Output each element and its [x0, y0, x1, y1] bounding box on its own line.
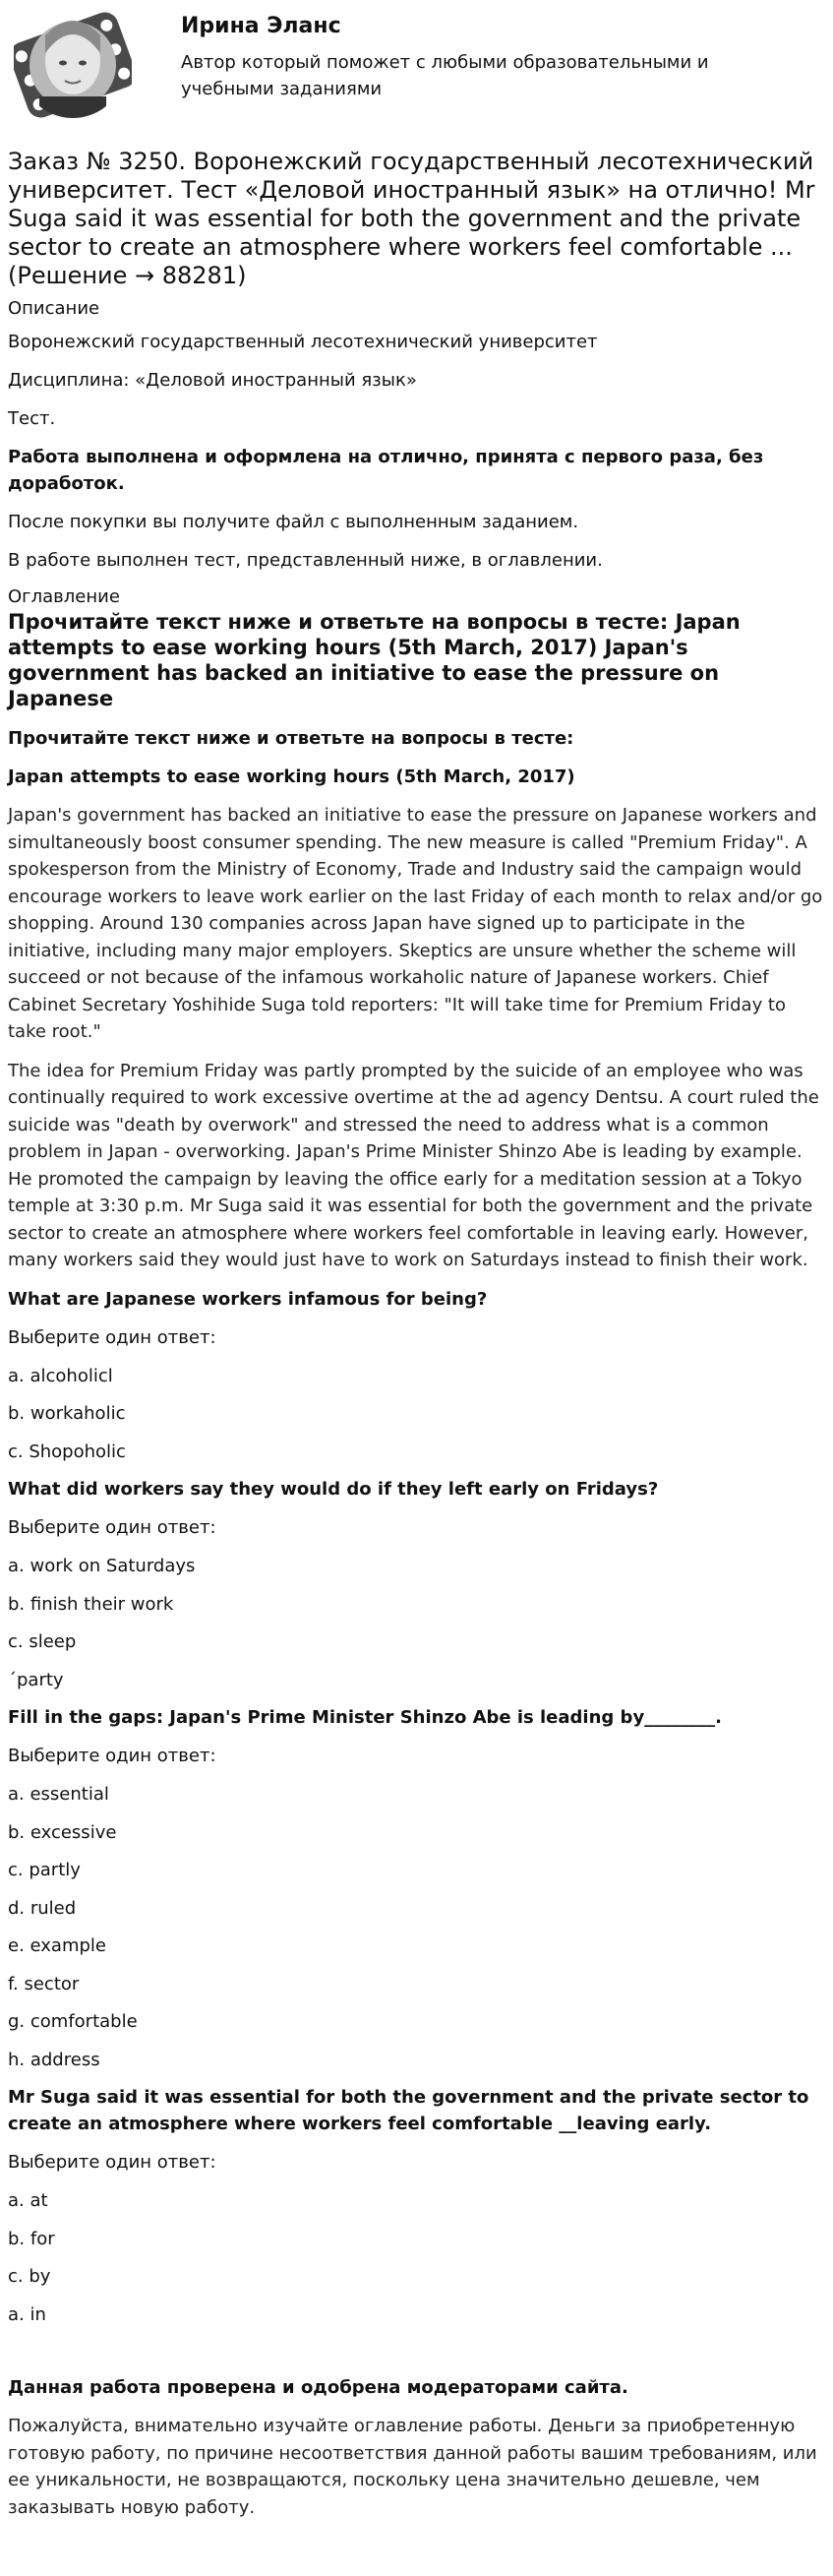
author-name[interactable]: Ирина Эланс — [181, 14, 341, 38]
answer-option: b. excessive — [8, 1821, 117, 1843]
spacer — [8, 2339, 824, 2374]
answer-option: ´party — [8, 1669, 64, 1690]
toc-heading: Прочитайте текст ниже и ответьте на вопросы в тесте: Japan attempts to ease working hours (5th March, 2017) Japan's government has backed an initiative to ease the pressure on Japanese — [8, 610, 741, 710]
article-title: Japan attempts to ease working hours (5th March, 2017) — [8, 767, 575, 787]
answer-options — [8, 1781, 824, 2073]
answer-options — [8, 1363, 824, 1465]
description-label: Описание — [8, 298, 100, 319]
author-card — [8, 0, 825, 128]
question-text: Mr Suga said it was essential for both the government and the private sector to create an atmosphere where workers feel comfortable __leaving early. — [8, 2087, 809, 2134]
answer-option: a. at — [8, 2190, 48, 2211]
article-paragraph: Japan's government has backed an initiative to ease the pressure on Japanese workers and simultaneously boost consumer spending. The new measure is called "Premium Friday". A spokesperson from the Ministry of Economy, Trade and Industry said the campaign would encourage workers to leave work earlier on the last Friday of each month to relax and/or go shopping. Around 130 companies across Japan have signed up to participate in the initiative, including many major employers. Skeptics are unsure whether the scheme will succeed or not because of the infamous workaholic nature of Japanese workers. Chief Cabinet Secretary Yoshihide Suga told reporters: "It will take time for Premium Friday to take root." — [8, 805, 823, 1042]
work-type: Тест. — [8, 408, 56, 429]
question-text: What are Japanese workers infamous for being? — [8, 1288, 488, 1310]
answer-option: e. example — [8, 1935, 106, 1956]
answer-option: b. finish their work — [8, 1593, 174, 1615]
article-paragraph: The idea for Premium Friday was partly prompted by the suicide of an employee who was continually required to work excessive overtime at the ad agency Dentsu. A court ruled the suicide was "death by overwork" and stressed the need to address what is a common problem in Japan - overworking. Japan's Prime Minister Shinzo Abe is leading by example. He promoted the campaign by leaving the office early for a meditation session at a Tokyo temple at 3:30 p.m. Mr Suga said it was essential for both the government and the private sector to create an atmosphere where workers feel comfortable in leaving early. However, many workers said they would just have to work on Saturdays instead to finish their work. — [8, 1060, 819, 1270]
answer-option: b. workaholic — [8, 1403, 126, 1424]
question-text: What did workers say they would do if they left early on Fridays? — [8, 1479, 659, 1500]
after-purchase-note: После покупки вы получите файл с выполненным заданием. — [8, 512, 579, 532]
answer-option: c. by — [8, 2266, 51, 2287]
page-title: Заказ № 3250. Воронежский государственный лесотехнический университет. Тест «Деловой иностранный язык» на отлично! Mr Suga said it was essential for both the government and the private sector to create an atmosphere where workers feel comfortable ... (Решение → 88281) — [8, 148, 815, 289]
author-description: Автор который поможет с любыми образовательными и учебными заданиями — [181, 52, 709, 99]
answer-option: b. for — [8, 2228, 55, 2249]
answer-option: c. sleep — [8, 1631, 77, 1652]
main-content — [8, 297, 824, 2533]
question-text: Fill in the gaps: Japan's Prime Minister Shinzo Abe is leading by________. — [8, 1707, 723, 1728]
discipline: Дисциплина: «Деловой иностранный язык» — [8, 370, 417, 391]
choose-label: Выберите один ответ: — [8, 1517, 216, 1538]
contents-note: В работе выполнен тест, представленный ниже, в оглавлении. — [8, 550, 603, 571]
choose-label: Выберите один ответ: — [8, 1326, 216, 1348]
choose-label: Выберите один ответ: — [8, 1746, 216, 1766]
quality-note: Работа выполнена и оформлена на отлично, принята с первого раза, без доработок. — [8, 447, 764, 494]
answer-options — [8, 2187, 824, 2328]
answer-option: g. comfortable — [8, 2011, 138, 2032]
answer-option: f. sector — [8, 1973, 80, 1994]
answer-option: c. partly — [8, 1860, 81, 1880]
verified-note: Данная работа проверена и одобрена модераторами сайта. — [8, 2377, 628, 2398]
choose-label: Выберите один ответ: — [8, 2152, 216, 2173]
answer-option: a. work on Saturdays — [8, 1556, 196, 1576]
answer-option: a. alcoholicl — [8, 1365, 113, 1386]
answer-option: h. address — [8, 2049, 100, 2070]
university-name: Воронежский государственный лесотехнический университет — [8, 332, 598, 352]
answer-option: d. ruled — [8, 1897, 77, 1919]
disclaimer: Пожалуйста, внимательно изучайте оглавление работы. Деньги за приобретенную готовую работу, по причине несоответствия данной работы вашим требованиям, или ее уникальности, не возвращаются, поскольку цена значительно дешевле, чем заказывать новую работу. — [8, 2416, 817, 2518]
instruction: Прочитайте текст ниже и ответьте на вопросы в тесте: — [8, 728, 574, 749]
answer-option: c. Shopoholic — [8, 1441, 126, 1462]
answer-option: a. in — [8, 2303, 46, 2325]
toc-label: Оглавление — [8, 586, 120, 607]
answer-option: a. essential — [8, 1784, 109, 1805]
avatar — [14, 6, 132, 124]
avatar-image — [14, 6, 132, 124]
answer-options — [8, 1553, 824, 1693]
